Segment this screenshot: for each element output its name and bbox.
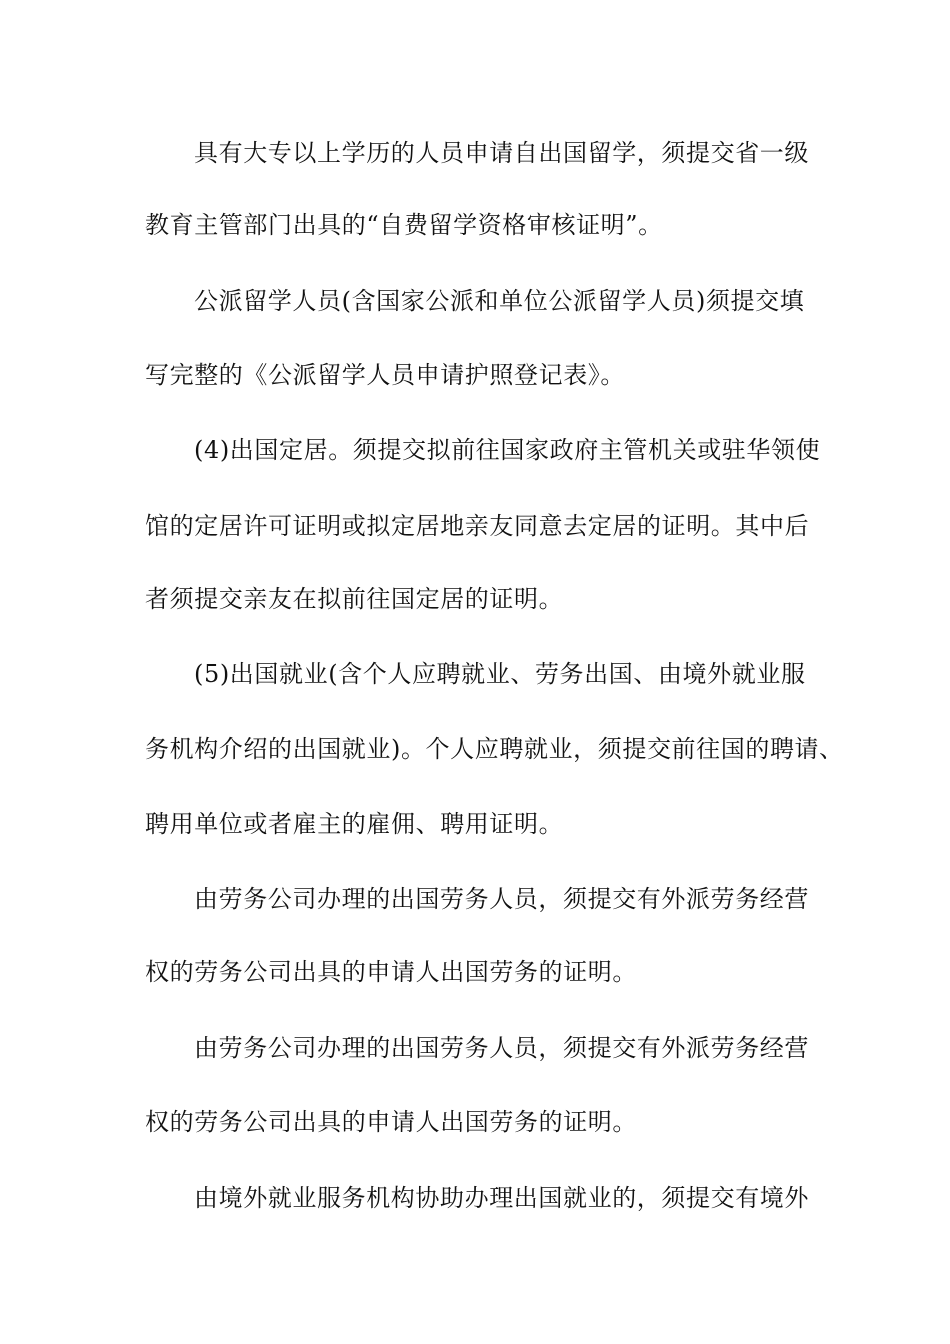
paragraph-line: 由劳务公司办理的出国劳务人员，须提交有外派劳务经营 — [194, 885, 809, 913]
paragraph-line: 聘用单位或者雇主的雇佣、聘用证明。 — [145, 810, 564, 838]
paragraph-line: 具有大专以上学历的人员申请自出国留学，须提交省一级 — [194, 139, 809, 167]
paragraph-line: 务机构介绍的出国就业)。个人应聘就业，须提交前往国的聘请、 — [145, 735, 844, 763]
paragraph-line: 馆的定居许可证明或拟定居地亲友同意去定居的证明。其中后 — [145, 512, 810, 540]
paragraph-line: 公派留学人员(含国家公派和单位公派留学人员)须提交填 — [194, 287, 805, 315]
paragraph-line: 教育主管部门出具的“自费留学资格审核证明”。 — [145, 211, 663, 239]
paragraph-line: (4)出国定居。须提交拟前往国家政府主管机关或驻华领使 — [194, 436, 821, 464]
paragraph-line: 由劳务公司办理的出国劳务人员，须提交有外派劳务经营 — [194, 1034, 809, 1062]
paragraph-line: 者须提交亲友在拟前往国定居的证明。 — [145, 585, 564, 613]
paragraph-line: 写完整的《公派留学人员申请护照登记表》。 — [145, 361, 625, 389]
paragraph-line: 权的劳务公司出具的申请人出国劳务的证明。 — [145, 1108, 637, 1136]
paragraph-line: (5)出国就业(含个人应聘就业、劳务出国、由境外就业服 — [194, 660, 806, 688]
paragraph-line: 由境外就业服务机构协助办理出国就业的，须提交有境外 — [194, 1184, 809, 1212]
paragraph-line: 权的劳务公司出具的申请人出国劳务的证明。 — [145, 958, 637, 986]
